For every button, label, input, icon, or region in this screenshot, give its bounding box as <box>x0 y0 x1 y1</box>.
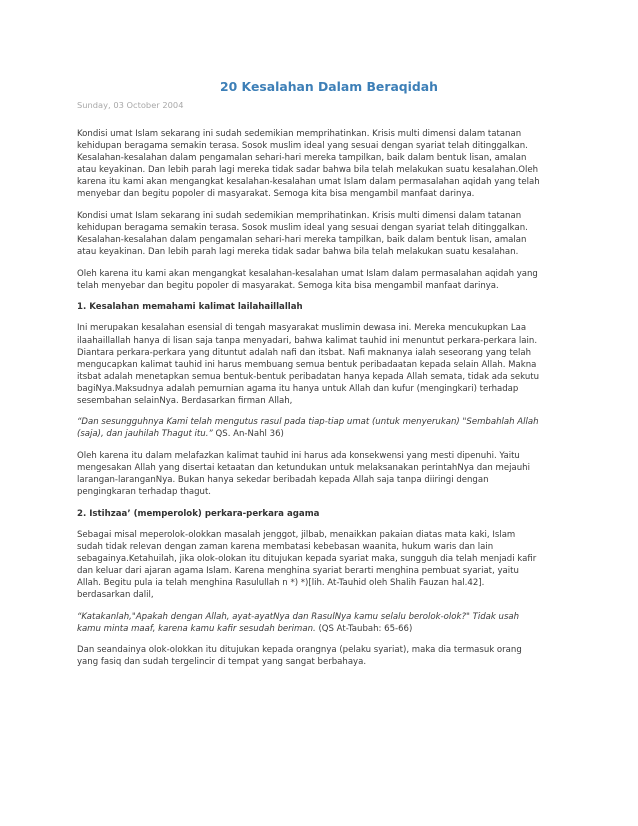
quote-1 <box>77 416 567 440</box>
quote-reference: QS. An-Nahl 36) <box>212 429 284 440</box>
article-title: 20 Kesalahan Dalam Beraqidah <box>220 79 438 94</box>
paragraph-6 <box>77 529 567 602</box>
paragraph-line: Sebagai misal meperolok-olokkan masalah jenggot, jilbab, menaikkan pakaian diatas mata kaki, Islam <box>77 529 516 540</box>
paragraph-line: pengingkaran terhadap thagut. <box>77 487 212 498</box>
paragraph-line: sesembahan selainNya. Berdasarkan firman Allah, <box>77 395 293 406</box>
paragraph-line: Diantara perkara-perkara yang dituntut adalah nafi dan itsbat. Nafi maknanya ialah seseorang yang telah <box>77 347 532 358</box>
paragraph-line: sebagainya.Ketahuilah, jika olok-olokan itu ditujukan kepada syariat maka, sungguh dia telah menjadi kafir <box>77 554 537 565</box>
paragraph-line: Dan seandainya olok-olokkan itu ditujukan kepada orangnya (pelaku syariat), maka dia termasuk orang <box>77 645 522 656</box>
paragraph-line: Allah. Begitu pula ia telah menghina Rasulullah n *) *)[lih. At-Tauhid oleh Shalih Fauzan hal.42]. <box>77 578 485 589</box>
section-heading-1: 1. Kesalahan memahami kalimat lailahaillallah <box>77 302 303 313</box>
paragraph-2 <box>77 210 567 258</box>
paragraph-4 <box>77 322 567 407</box>
section-heading-2: 2. Istihzaa’ (memperolok) perkara-perkara agama <box>77 508 320 519</box>
paragraph-line: Oleh karena itu dalam melafazkan kalimat tauhid ini harus ada konsekwensi yang mesti dipenuhi. Yaitu <box>77 450 520 461</box>
article-date: Sunday, 03 October 2004 <box>77 100 184 110</box>
paragraph-7 <box>77 644 567 668</box>
paragraph-1 <box>77 128 567 201</box>
paragraph-line: itsbat adalah menetapkan semua bentuk-bentuk peribadatan hanya kepada Allah semata, tidak ada sekutu <box>77 371 540 382</box>
paragraph-line: bagiNya.Maksudnya adalah pemurnian agama itu hanya untuk Allah dan kufur (mengingkari) terhadap <box>77 383 519 394</box>
paragraph-line: larangan-laranganNya. Bukan hanya sekedar beribadah kepada Allah saja tanpa diiringi dengan <box>77 475 489 486</box>
paragraph-line: Kesalahan-kesalahan dalam pengamalan sehari-hari mereka tampilkan, baik dalam bentuk lisan, amalan <box>77 235 527 246</box>
paragraph-3 <box>77 268 567 292</box>
paragraph-line: mengucapkan kalimat tauhid ini harus membuang semua bentuk peribadaatan kepada selain Allah. Makna <box>77 359 537 370</box>
paragraph-5 <box>77 450 567 498</box>
paragraph-line: Kondisi umat Islam sekarang ini sudah sedemikian memprihatinkan. Krisis multi dimensi dalam tatanan <box>77 129 522 139</box>
paragraph-line: kehidupan beragama semakin terasa. Sosok muslim ideal yang sesuai dengan syariat telah ditinggalkan. <box>77 141 528 152</box>
paragraph-line: sudah tidak relevan dengan zaman karena membatasi kebebasan waanita, hukum waris dan lain <box>77 542 494 552</box>
paragraph-line: berdasarkan dalil, <box>77 590 154 601</box>
paragraph-line: Ini merupakan kesalahan esensial di tengah masyarakat muslimin dewasa ini. Mereka mencukupkan Laa <box>77 323 527 334</box>
paragraph-line: Oleh karena itu kami akan mengangkat kesalahan-kesalahan umat Islam dalam permasalahan aqidah yang <box>77 268 538 279</box>
paragraph-line: karena itu kami akan mengangkat kesalahan-kesalahan umat Islam dalam permasalahan aqidah yang telah <box>77 177 540 188</box>
paragraph-line: yang fasiq dan sudah tergelincir di tempat yang sangat berbahaya. <box>77 657 367 668</box>
paragraph-line: ilaahaillallah hanya di lisan saja tanpa menyadari, bahwa kalimat tauhid ini menuntut perkara-perkara lain. <box>77 335 538 346</box>
quote-line: “Dan sesungguhnya Kami telah mengutus rasul pada tiap-tiap umat (untuk menyerukan) "Sembahlah Allah <box>77 417 539 428</box>
paragraph-line: atau keyakinan. Dan lebih parah lagi mereka tidak sadar bahwa bila telah melakukan suatu kesalahan. <box>77 247 519 258</box>
quote-line: (saja), dan jauhilah Thagut itu.” <box>77 429 213 440</box>
paragraph-line: mengesakan Allah yang disertai ketaatan dan ketundukan untuk melaksanakan perintahNya dan mejauhi <box>77 462 530 473</box>
paragraph-line: telah menyebar dan begitu popoler di masyarakat. Semoga kita bisa mengambil manfaat darinya. <box>77 280 499 291</box>
quote-2 <box>77 611 567 635</box>
paragraph-line: atau keyakinan. Dan lebih parah lagi mereka tidak sadar bahwa bila telah melakukan suatu kesalahan.Oleh <box>77 165 539 176</box>
paragraph-line: menyebar dan begitu popoler di masyarakat. Semoga kita bisa mengambil manfaat darinya. <box>77 189 475 200</box>
paragraph-line: Kesalahan-kesalahan dalam pengamalan sehari-hari mereka tampilkan, baik dalam bentuk lisan, amalan <box>77 153 527 164</box>
paragraph-line: kehidupan beragama semakin terasa. Sosok muslim ideal yang sesuai dengan syariat telah ditinggalkan. <box>77 222 528 233</box>
article <box>77 0 567 668</box>
paragraph-line: dan keluar dari ajaran agama Islam. Karena menghina syariat berarti menghina pembuat syariat, yaitu <box>77 566 519 577</box>
paragraph-line: Kondisi umat Islam sekarang ini sudah sedemikian memprihatinkan. Krisis multi dimensi dalam tatanan <box>77 210 522 221</box>
quote-reference: (QS At-Taubah: 65-66) <box>315 623 413 634</box>
quote-line: kamu minta maaf, karena kamu kafir sesudah beriman. <box>77 623 316 634</box>
quote-line: “Katakanlah,"Apakah dengan Allah, ayat-ayatNya dan RasulNya kamu selalu berolok-olok?" Tidak usah <box>77 611 520 622</box>
